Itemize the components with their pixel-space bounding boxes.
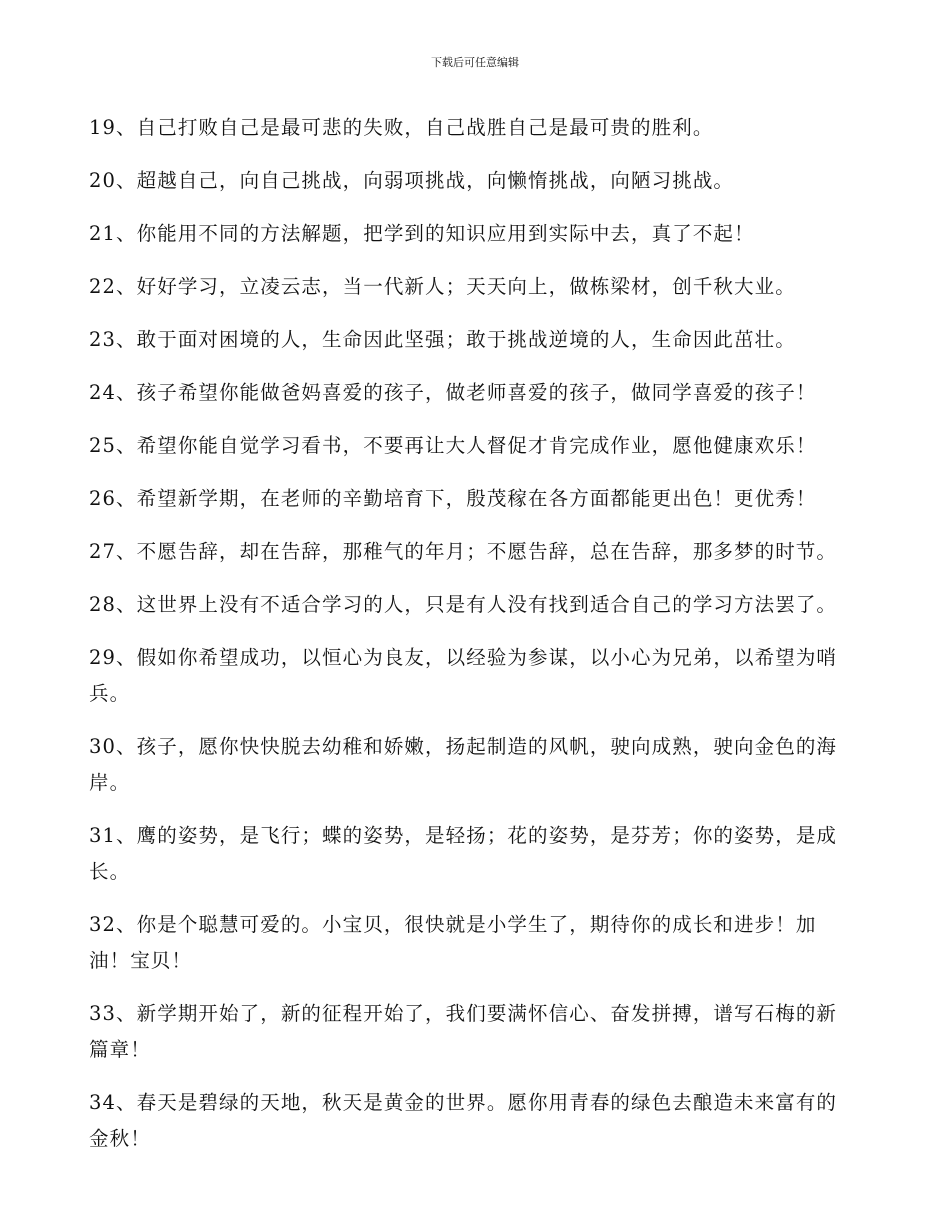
list-item: 29、假如你希望成功，以恒心为良友，以经验为参谋，以小心为兄弟，以希望为哨兵。 (89, 646, 838, 705)
list-item: 33、新学期开始了，新的征程开始了，我们要满怀信心、奋发拼搏，谱写石梅的新篇章！ (89, 1002, 838, 1061)
list-item: 28、这世界上没有不适合学习的人，只是有人没有找到适合自己的学习方法罢了。 (89, 593, 838, 616)
list-item: 20、超越自己，向自己挑战，向弱项挑战，向懒惰挑战，向陋习挑战。 (89, 169, 735, 192)
list-item: 31、鹰的姿势，是飞行；蝶的姿势，是轻扬；花的姿势，是芬芳；你的姿势，是成长。 (89, 824, 838, 883)
list-item: 24、孩子希望你能做爸妈喜爱的孩子，做老师喜爱的孩子，做同学喜爱的孩子！ (89, 381, 817, 404)
list-item: 32、你是个聪慧可爱的。小宝贝，很快就是小学生了，期待你的成长和进步！加油！宝贝！ (89, 913, 817, 972)
document-body (89, 110, 854, 1174)
list-item: 27、不愿告辞，却在告辞，那稚气的年月；不愿告辞，总在告辞，那多梦的时节。 (89, 540, 838, 563)
list-item: 30、孩子，愿你快快脱去幼稚和娇嫩，扬起制造的风帆，驶向成熟，驶向金色的海岸。 (89, 735, 838, 794)
page-header: 下载后可任意编辑 (431, 56, 519, 69)
list-item: 23、敢于面对困境的人，生命因此坚强；敢于挑战逆境的人，生命因此茁壮。 (89, 328, 796, 351)
list-item: 34、春天是碧绿的天地，秋天是黄金的世界。愿你用青春的绿色去酿造未来富有的金秋！ (89, 1091, 838, 1150)
list-item: 26、希望新学期，在老师的辛勤培育下，殷茂稼在各方面都能更出色！更优秀！ (89, 487, 817, 510)
list-item: 22、好好学习，立凌云志，当一代新人；天天向上，做栋梁材，创千秋大业。 (89, 275, 796, 298)
list-item: 21、你能用不同的方法解题，把学到的知识应用到实际中去，真了不起！ (89, 222, 755, 245)
list-item: 19、自己打败自己是最可悲的失败，自己战胜自己是最可贵的胜利。 (89, 116, 714, 139)
list-item: 25、希望你能自觉学习看书，不要再让大人督促才肯完成作业，愿他健康欢乐！ (89, 434, 817, 457)
